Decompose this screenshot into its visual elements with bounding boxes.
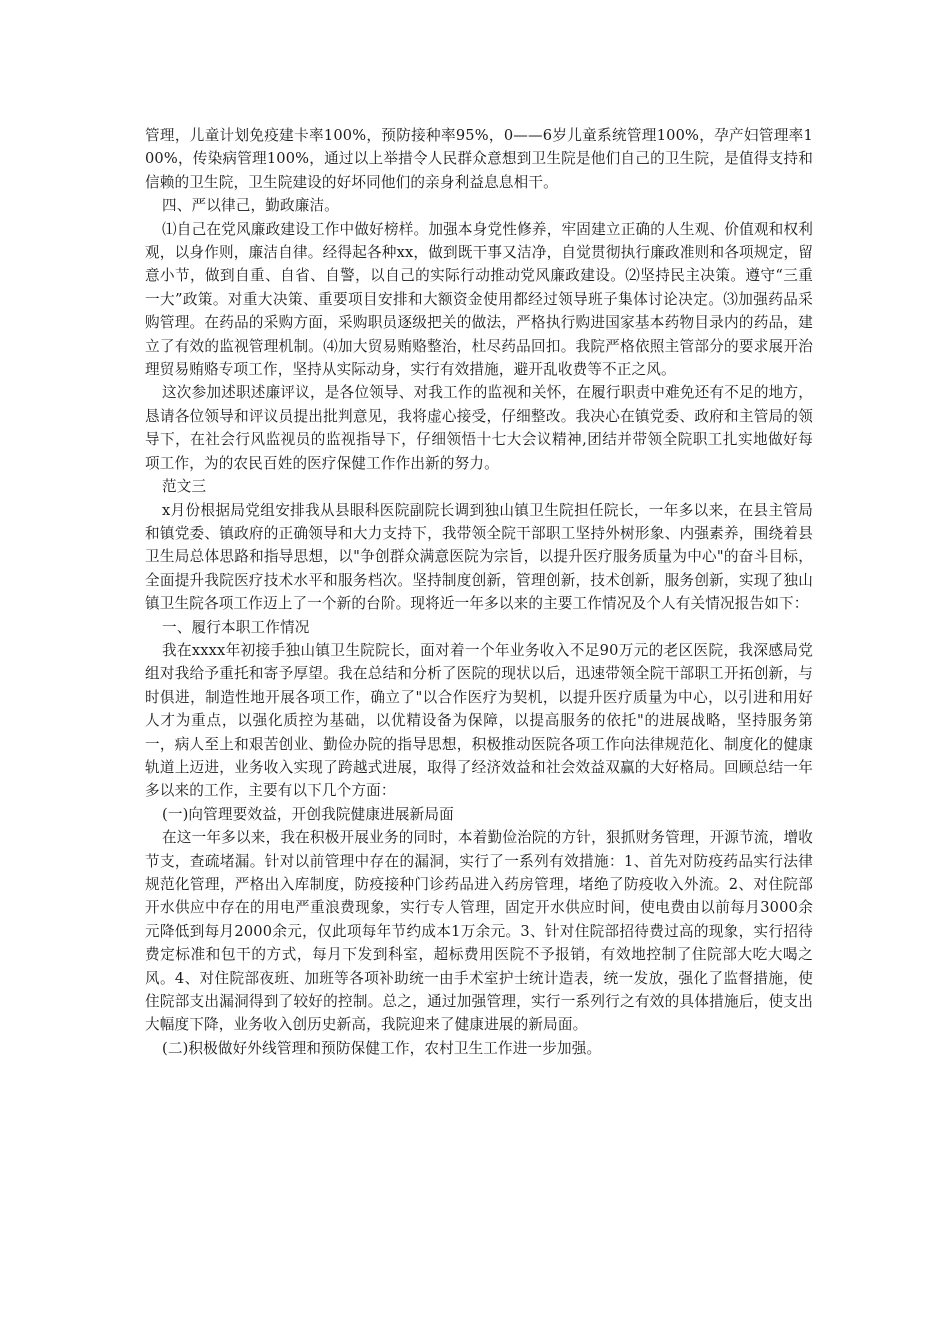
paragraph-review-closing: 这次参加述职述廉评议，是各位领导、对我工作的监视和关怀，在履行职责中难免还有不足的地方，恳请各位领导和评议员提出批判意见，我将虚心接受，仔细整改。我决心在镇党委、政府和主管局的领导下，在社会行风监视员的监视指导下，仔细领悟十七大会议精神,团结并带领全院职工扎实地做好每项工作，为的农民百姓的医疗保健工作作出新的努力。 [145, 384, 813, 472]
heading-duties: 一、履行本职工作情况 [162, 618, 310, 636]
heading-management-efficiency: (一)向管理要效益，开创我院健康进展新局面 [162, 805, 454, 823]
paragraph-immunization-stats: 管理，儿童计划免疫建卡率100%，预防接种率95%，0——6岁儿童系统管理100%，孕产妇管理率100%，传染病管理100%，通过以上举措令人民群众意想到卫生院是他们自己的卫生院，是值得支持和信赖的卫生院，卫生院建设的好坏同他们的亲身利益息息相干。 [145, 127, 813, 191]
heading-sample-three: 范文三 [162, 478, 207, 496]
paragraph-development-strategy: 我在xxxx年初接手独山镇卫生院院长，面对着一个年业务收入不足90万元的老区医院，我深感局党组对我给予重托和寄予厚望。我在总结和分析了医院的现状以后，迅速带领全院干部职工开拓创新，与时俱进，制造性地开展各项工作，确立了"以合作医疗为契机，以提升医疗质量为中心，以引进和用好人才为重点，以强化质控为基础，以优精设备为保障，以提高服务的依托"的进展战略，坚持服务第一，病人至上和艰苦创业、勤俭办院的指导思想，积极推动医院各项工作向法律规范化、制度化的健康轨道上迈进，业务收入实现了跨越式进展，取得了经济效益和社会效益双赢的大好格局。回顾总结一年多以来的工作，主要有以下几个方面： [145, 641, 813, 800]
document-page [145, 124, 813, 1060]
heading-self-discipline: 四、严以律己，勤政廉洁。 [162, 197, 339, 215]
paragraph-appointment-intro: x月份根据局党组安排我从县眼科医院副院长调到独山镇卫生院担任院长，一年多以来，在县主管局和镇党委、镇政府的正确领导和大力支持下，我带领全院干部职工坚持外树形象、内强素养，围绕着县卫生局总体思路和指导思想，以"争创群众满意医院为宗旨，以提升医疗服务质量为中心"的奋斗目标，全面提升我院医疗技术水平和服务档次。坚持制度创新，管理创新，技术创新，服务创新，实现了独山镇卫生院各项工作迈上了一个新的台阶。现将近一年多以来的主要工作情况及个人有关情况报告如下： [145, 501, 813, 613]
heading-preventive-care: (二)积极做好外线管理和预防保健工作，农村卫生工作进一步加强。 [162, 1039, 602, 1057]
paragraph-anti-corruption: ⑴自己在党风廉政建设工作中做好榜样。加强本身党性修养，牢固建立正确的人生观、价值观和权利观，以身作则，廉洁自律。经得起各种xx，做到既干事又洁净，自觉贯彻执行廉政准则和各项规定，留意小节，做到自重、自省、自警，以自己的实际行动推动党风廉政建设。⑵坚持民主决策。遵守“三重一大”政策。对重大决策、重要项目安排和大额资金使用都经过领导班子集体讨论决定。⑶加强药品采购管理。在药品的采购方面，采购职员逐级把关的做法，严格执行购进国家基本药物目录内的药品，建立了有效的监视管理机制。⑷加大贸易贿赂整治，杜尽药品回扣。我院严格依照主管部分的要求展开治理贸易贿赂专项工作，坚持从实际动身，实行有效措施，避开乱收费等不正之风。 [145, 220, 813, 379]
paragraph-cost-control: 在这一年多以来，我在积极开展业务的同时，本着勤俭治院的方针，狠抓财务管理，开源节流，增收节支，查疏堵漏。针对以前管理中存在的漏洞，实行了一系列有效措施：1、首先对防疫药品实行法律规范化管理，严格出入库制度，防疫接种门诊药品进入药房管理，堵绝了防疫收入外流。2、对住院部开水供应中存在的用电严重浪费现象，实行专人管理，固定开水供应时间，使电费由以前每月3000余元降低到每月2000余元，仅此项每年节约成本1万余元。3、针对住院部招待费过高的现象，实行招待费定标准和包干的方式，每月下发到科室，超标费用医院不予报销，有效地控制了住院部大吃大喝之风。4、对住院部夜班、加班等各项补助统一由手术室护士统计造表，统一发放，强化了监督措施，使住院部支出漏洞得到了较好的控制。总之，通过加强管理，实行一系列行之有效的具体措施后，使支出大幅度下降，业务收入创历史新高，我院迎来了健康进展的新局面。 [145, 829, 813, 1034]
